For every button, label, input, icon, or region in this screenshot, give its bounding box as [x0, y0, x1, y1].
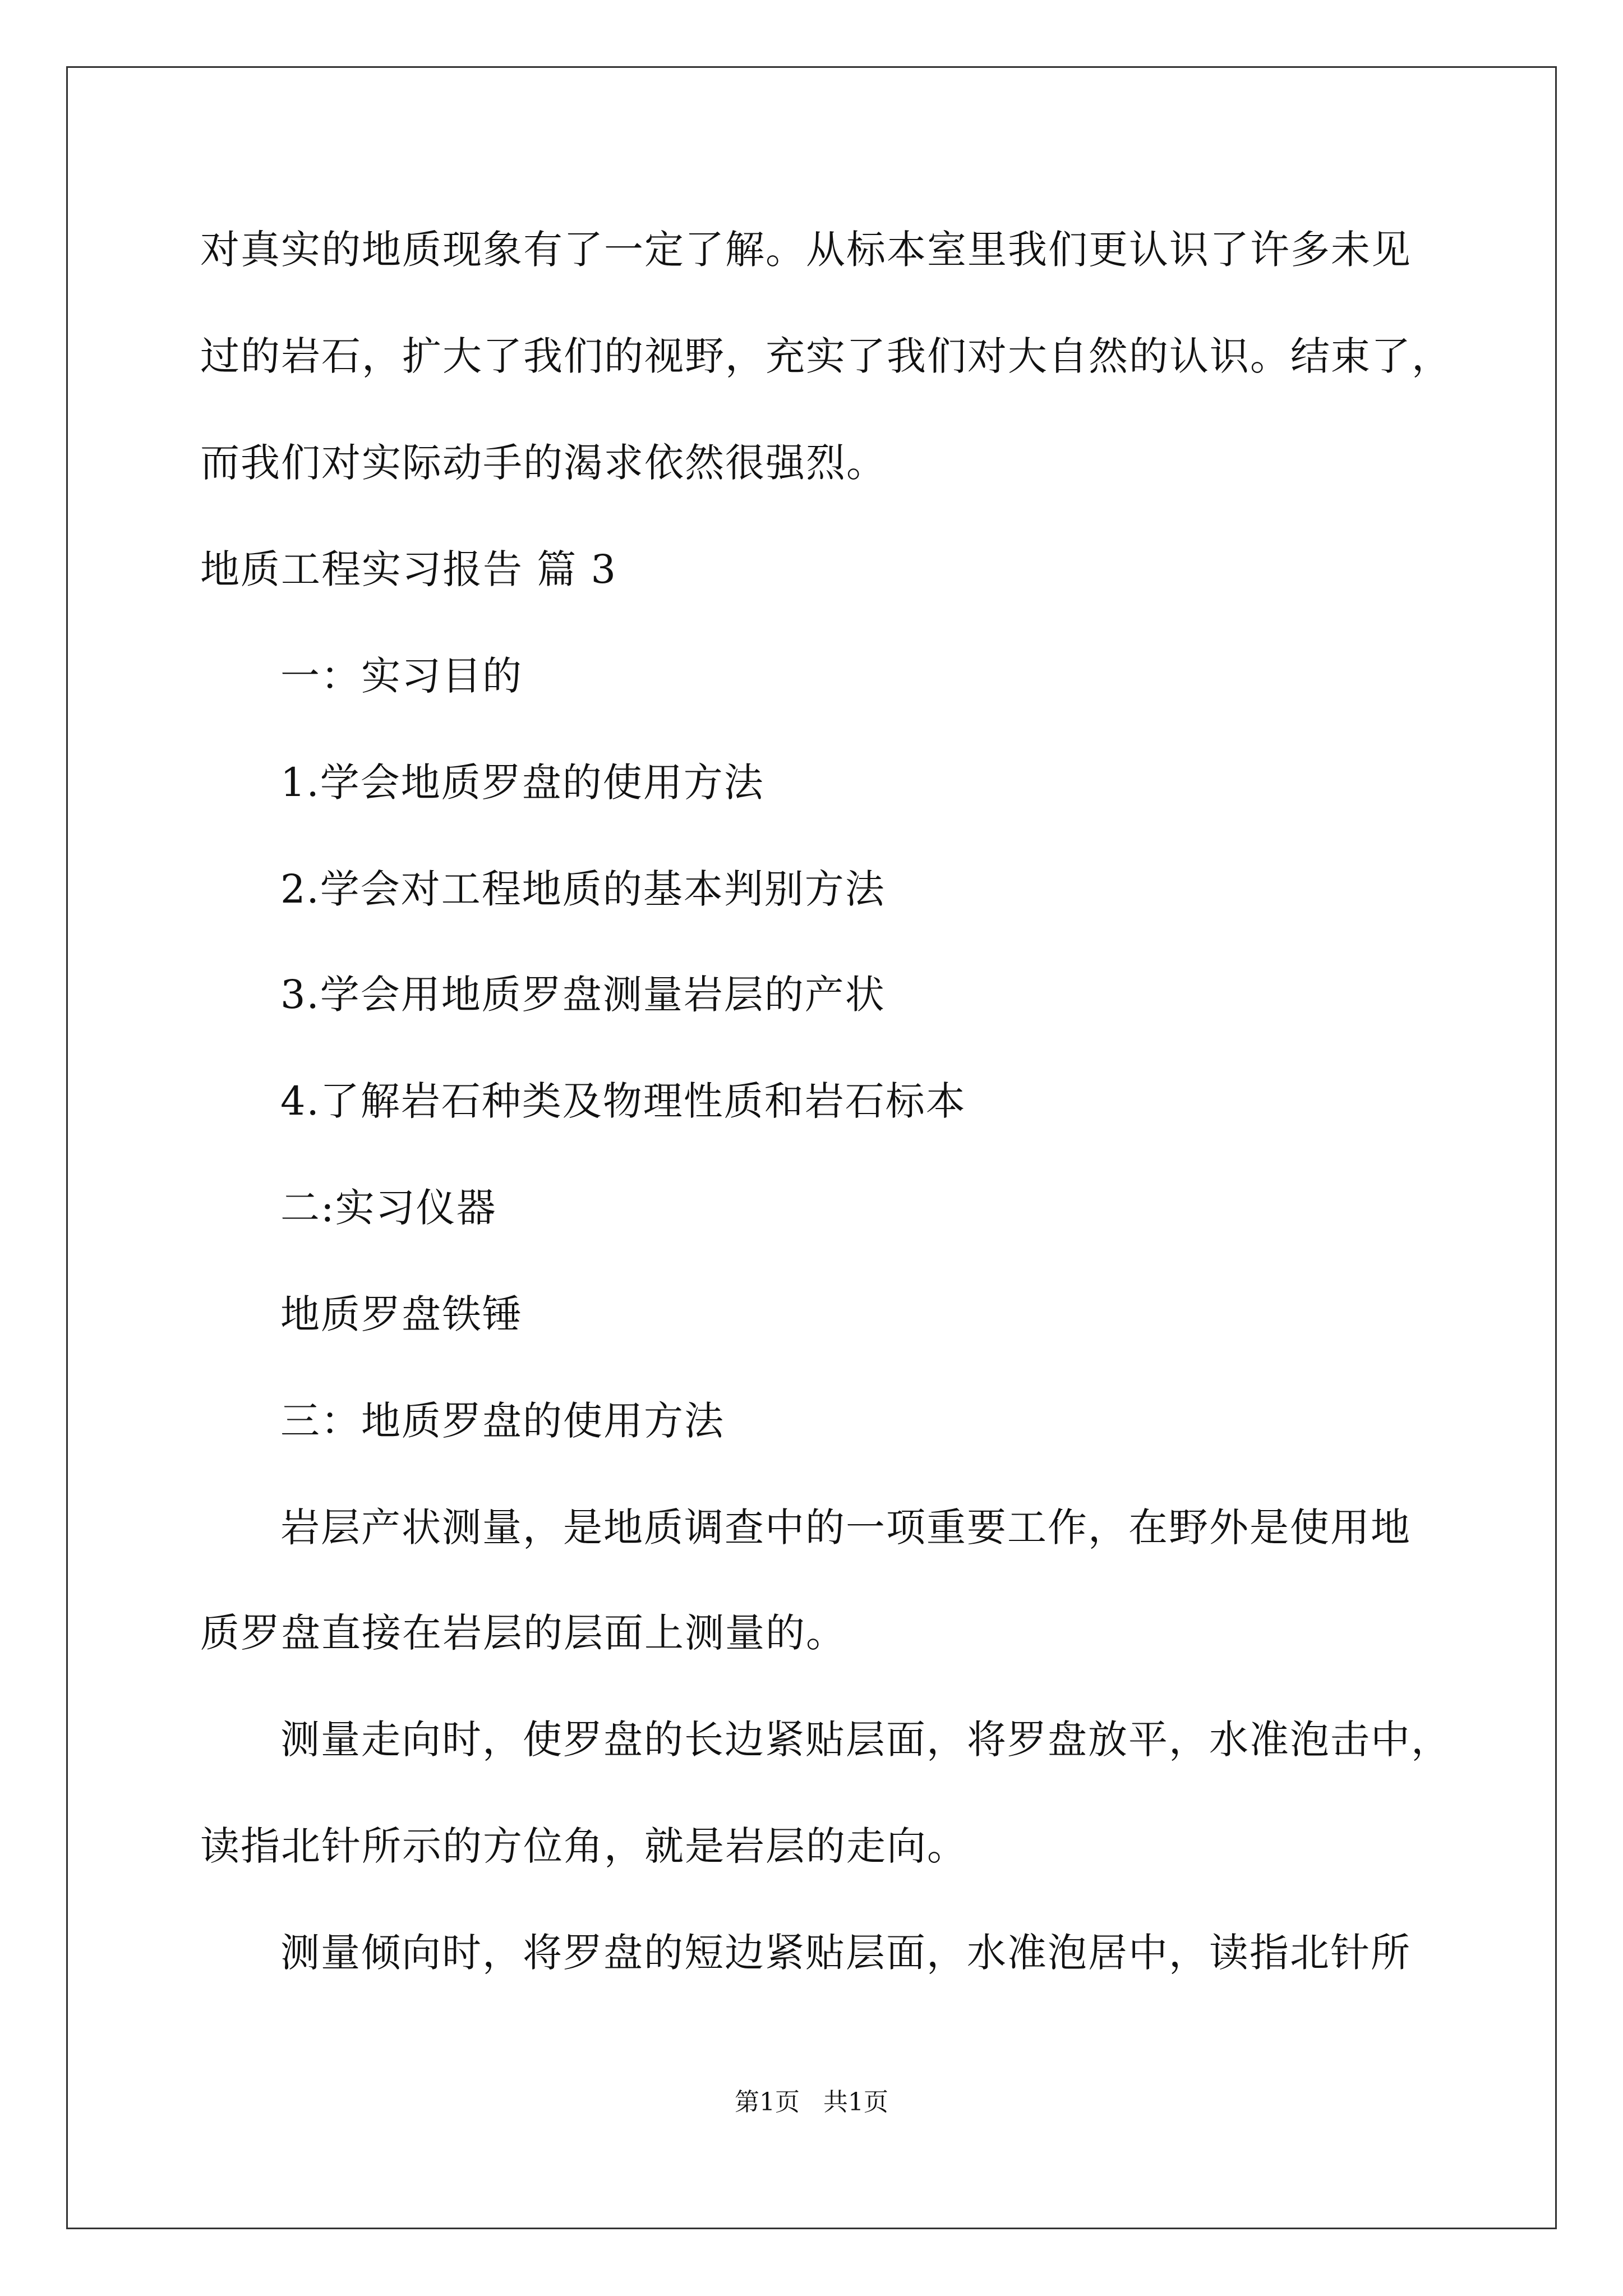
page-footer: 第1页 共1页 [735, 2088, 888, 2116]
paragraph-line: 对真实的地质现象有了一定了解。从标本室里我们更认识了许多未见 [200, 227, 1412, 273]
paragraph-line: 岩层产状测量，是地质调查中的一项重要工作，在野外是使用地 [280, 1504, 1411, 1550]
list-item: 2.学会对工程地质的基本判别方法 [280, 866, 886, 912]
page-border [66, 66, 1557, 2229]
paragraph-line: 读指北针所示的方位角，就是岩层的走向。 [200, 1823, 967, 1869]
list-item: 4.了解岩石种类及物理性质和岩石标本 [280, 1078, 966, 1124]
section-title: 地质工程实习报告 篇 3 [200, 546, 617, 592]
instrument-list: 地质罗盘铁锤 [280, 1291, 523, 1337]
heading-usage: 三：地质罗盘的使用方法 [280, 1398, 725, 1444]
heading-instruments: 二:实习仪器 [280, 1185, 497, 1231]
paragraph-line: 测量走向时，使罗盘的长边紧贴层面，将罗盘放平，水准泡击中， [280, 1717, 1451, 1763]
paragraph-line: 而我们对实际动手的渴求依然很强烈。 [200, 440, 887, 486]
list-item: 1.学会地质罗盘的使用方法 [280, 760, 764, 806]
paragraph-line: 质罗盘直接在岩层的层面上测量的。 [200, 1610, 846, 1656]
list-item: 3.学会用地质罗盘测量岩层的产状 [280, 972, 886, 1018]
heading-purpose: 一：实习目的 [280, 653, 523, 699]
paragraph-line: 过的岩石，扩大了我们的视野，充实了我们对大自然的认识。结束了， [200, 333, 1452, 379]
paragraph-line: 测量倾向时，将罗盘的短边紧贴层面，水准泡居中，读指北针所 [280, 1930, 1411, 1976]
